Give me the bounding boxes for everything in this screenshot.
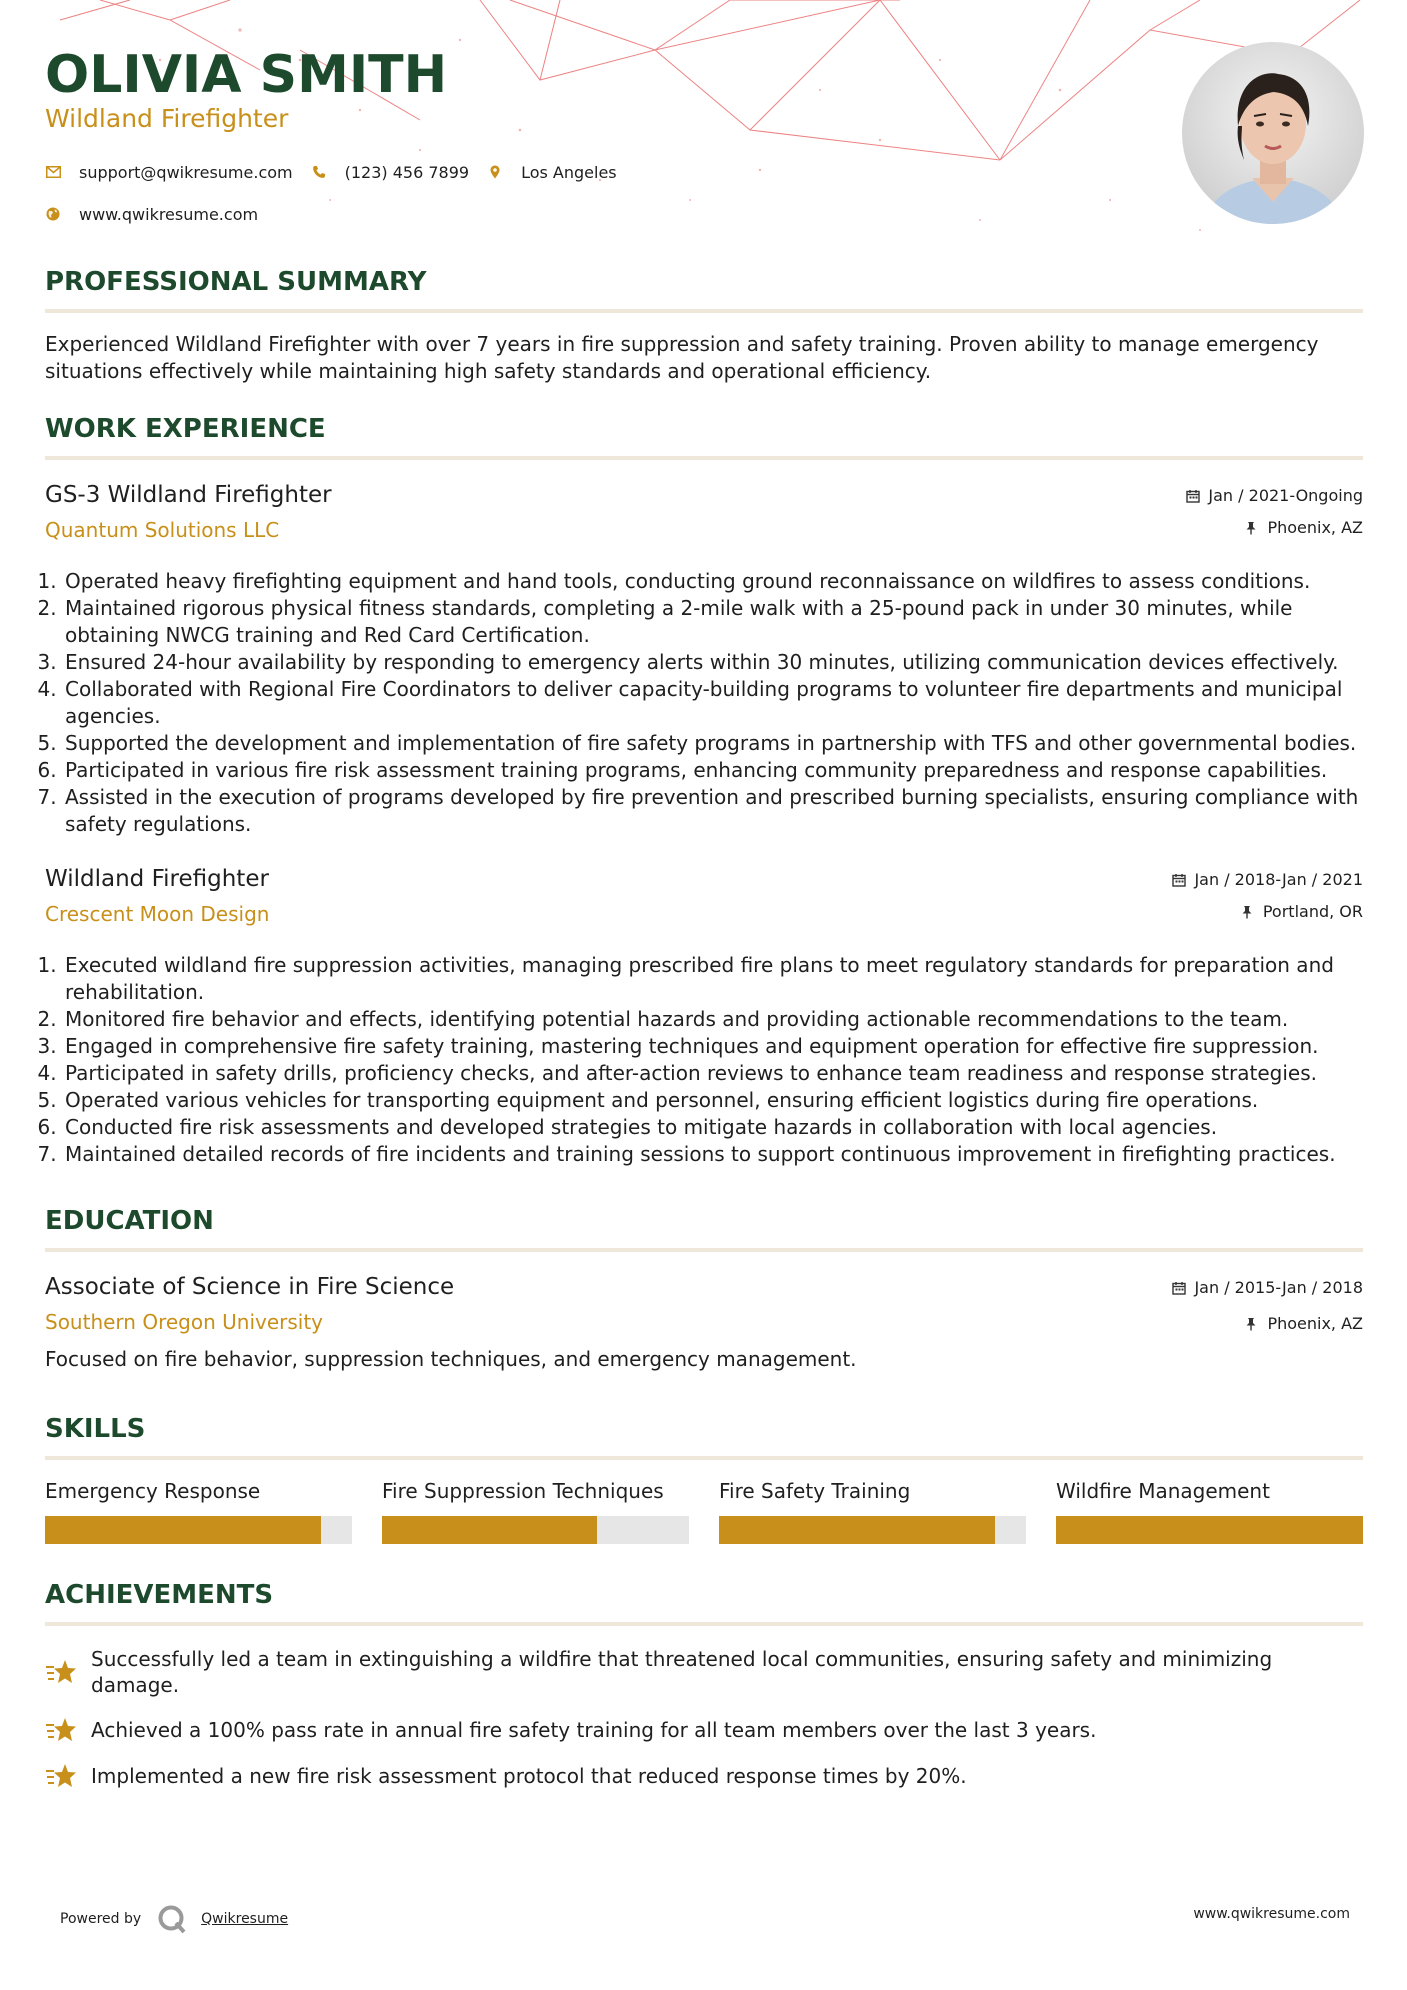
email-link[interactable]: support@qwikresume.com: [79, 162, 293, 182]
skill-level-bar: [382, 1516, 689, 1544]
list-item: 3. Engaged in comprehensive fire safety training, mastering techniques and equipment operation for effective fire suppression.: [63, 1033, 1363, 1060]
education-date: Jan / 2015-Jan / 2018: [1194, 1278, 1363, 1297]
job-title: Wildland Firefighter: [45, 866, 269, 892]
phone-icon: [311, 164, 327, 180]
qwikresume-logo-icon: [157, 1904, 187, 1934]
skill-name: Wildfire Management: [1056, 1479, 1270, 1503]
calendar-icon: [1186, 489, 1200, 503]
footer: [60, 1900, 1350, 1930]
list-item: 5. Supported the development and implementation of fire safety programs in partnership with TFS and other governmental bodies.: [63, 730, 1363, 757]
candidate-name: OLIVIA SMITH: [45, 45, 448, 105]
location-text: Los Angeles: [521, 162, 617, 182]
summary-section: [45, 265, 1363, 385]
section-divider: [45, 1622, 1363, 1626]
list-item: 5. Operated various vehicles for transporting equipment and personnel, ensuring efficient logistics during fire operations.: [63, 1087, 1363, 1114]
skills-heading: SKILLS: [45, 1414, 146, 1444]
qwikresume-link[interactable]: Qwikresume: [201, 1911, 289, 1927]
degree-title: Associate of Science in Fire Science: [45, 1274, 455, 1300]
skill-item: [719, 1478, 1026, 1544]
website-link[interactable]: www.qwikresume.com: [79, 204, 259, 224]
map-pin-icon: [487, 164, 503, 180]
summary-heading: PROFESSIONAL SUMMARY: [45, 267, 427, 297]
list-item: 6. Participated in various fire risk assessment training programs, enhancing community preparedness and response capabilities.: [63, 757, 1363, 784]
skill-level-fill: [382, 1516, 597, 1544]
list-item: 1. Executed wildland fire suppression activities, managing prescribed fire plans to meet regulatory standards for preparation and rehabilitation.: [63, 952, 1363, 1006]
achievement-text: Successfully led a team in extinguishing a wildfire that threatened local communities, ensuring safety and minimizing damage.: [91, 1647, 1273, 1697]
list-item: 2. Maintained rigorous physical fitness standards, completing a 2-mile walk with a 25-pound pack in under 30 minutes, while obtaining NWCG training and Red Card Certification.: [63, 595, 1363, 649]
section-divider: [45, 309, 1363, 313]
skill-item: [1056, 1478, 1363, 1544]
achievement-text: Implemented a new fire risk assessment protocol that reduced response times by 20%.: [91, 1764, 967, 1788]
list-item: 3. Ensured 24-hour availability by responding to emergency alerts within 30 minutes, utilizing communication devices effectively.: [63, 649, 1363, 676]
skill-name: Fire Safety Training: [719, 1479, 911, 1503]
phone-number[interactable]: (123) 456 7899: [344, 162, 470, 182]
section-divider: [45, 1248, 1363, 1252]
list-item: 7. Maintained detailed records of fire incidents and training sessions to support continuous improvement in firefighting practices.: [63, 1141, 1363, 1168]
job-entry: [45, 866, 1363, 1168]
job-company: Crescent Moon Design: [45, 902, 270, 926]
achievement-item: [45, 1646, 1363, 1698]
pushpin-icon: [1245, 1317, 1259, 1331]
list-item: 4. Participated in safety drills, proficiency checks, and after-action reviews to enhance team readiness and response strategies.: [63, 1060, 1363, 1087]
skill-level-bar: [1056, 1516, 1363, 1544]
summary-text: Experienced Wildland Firefighter with over 7 years in fire suppression and safety training. Proven ability to manage emergency situations effectively while maintaining high safety standards and operational efficiency.: [45, 332, 1319, 383]
job-entry: [45, 482, 1363, 838]
education-entry: [45, 1274, 1363, 1373]
skill-level-fill: [719, 1516, 995, 1544]
profile-photo: [1182, 42, 1364, 224]
skills-section: [45, 1412, 1363, 1544]
job-title: GS-3 Wildland Firefighter: [45, 482, 332, 508]
skill-name: Fire Suppression Techniques: [382, 1479, 664, 1503]
pushpin-icon: [1241, 905, 1255, 919]
experience-heading: WORK EXPERIENCE: [45, 414, 326, 444]
achievements-section: [45, 1578, 1363, 1790]
achievements-heading: ACHIEVEMENTS: [45, 1580, 274, 1610]
achievement-text: Achieved a 100% pass rate in annual fire safety training for all team members over the last 3 years.: [91, 1718, 1097, 1742]
globe-icon: [45, 206, 61, 222]
experience-section: [45, 412, 1363, 1168]
star-icon: [45, 1762, 77, 1790]
calendar-icon: [1172, 1281, 1186, 1295]
footer-website-link[interactable]: www.qwikresume.com: [1193, 1906, 1350, 1922]
candidate-title: Wildland Firefighter: [45, 104, 289, 133]
skill-level-bar: [45, 1516, 352, 1544]
skill-level-fill: [1056, 1516, 1363, 1544]
envelope-icon: [45, 164, 61, 180]
section-divider: [45, 456, 1363, 460]
job-company: Quantum Solutions LLC: [45, 518, 280, 542]
contact-info: [45, 158, 805, 242]
school-name: Southern Oregon University: [45, 1310, 324, 1334]
calendar-icon: [1172, 873, 1186, 887]
job-duties-list: [45, 568, 1363, 838]
achievement-item: [45, 1716, 1363, 1744]
achievement-item: [45, 1762, 1363, 1790]
star-icon: [45, 1658, 77, 1686]
list-item: 4. Collaborated with Regional Fire Coordinators to deliver capacity-building programs to volunteer fire departments and municipal agencies.: [63, 676, 1363, 730]
skill-name: Emergency Response: [45, 1479, 261, 1503]
list-item: 7. Assisted in the execution of programs developed by fire prevention and prescribed burning specialists, ensuring compliance with safety regulations.: [63, 784, 1363, 838]
education-section: [45, 1204, 1363, 1373]
list-item: 2. Monitored fire behavior and effects, identifying potential hazards and providing actionable recommendations to the team.: [63, 1006, 1363, 1033]
job-duties-list: [45, 952, 1363, 1168]
powered-by-label: Powered by: [60, 1911, 142, 1927]
job-date: Jan / 2018-Jan / 2021: [1194, 870, 1363, 889]
skill-item: [382, 1478, 689, 1544]
list-item: 1. Operated heavy firefighting equipment and hand tools, conducting ground reconnaissance on wildfires to assess conditions.: [63, 568, 1363, 595]
education-heading: EDUCATION: [45, 1206, 214, 1236]
list-item: 6. Conducted fire risk assessments and developed strategies to mitigate hazards in collaboration with local agencies.: [63, 1114, 1363, 1141]
education-location: Phoenix, AZ: [1267, 1314, 1363, 1333]
star-icon: [45, 1716, 77, 1744]
skill-item: [45, 1478, 352, 1544]
section-divider: [45, 1456, 1363, 1460]
pushpin-icon: [1245, 521, 1259, 535]
job-date: Jan / 2021-Ongoing: [1208, 486, 1363, 505]
job-location: Portland, OR: [1262, 902, 1363, 921]
skill-level-bar: [719, 1516, 1026, 1544]
education-description: Focused on fire behavior, suppression techniques, and emergency management.: [45, 1347, 857, 1371]
job-location: Phoenix, AZ: [1267, 518, 1363, 537]
skill-level-fill: [45, 1516, 321, 1544]
